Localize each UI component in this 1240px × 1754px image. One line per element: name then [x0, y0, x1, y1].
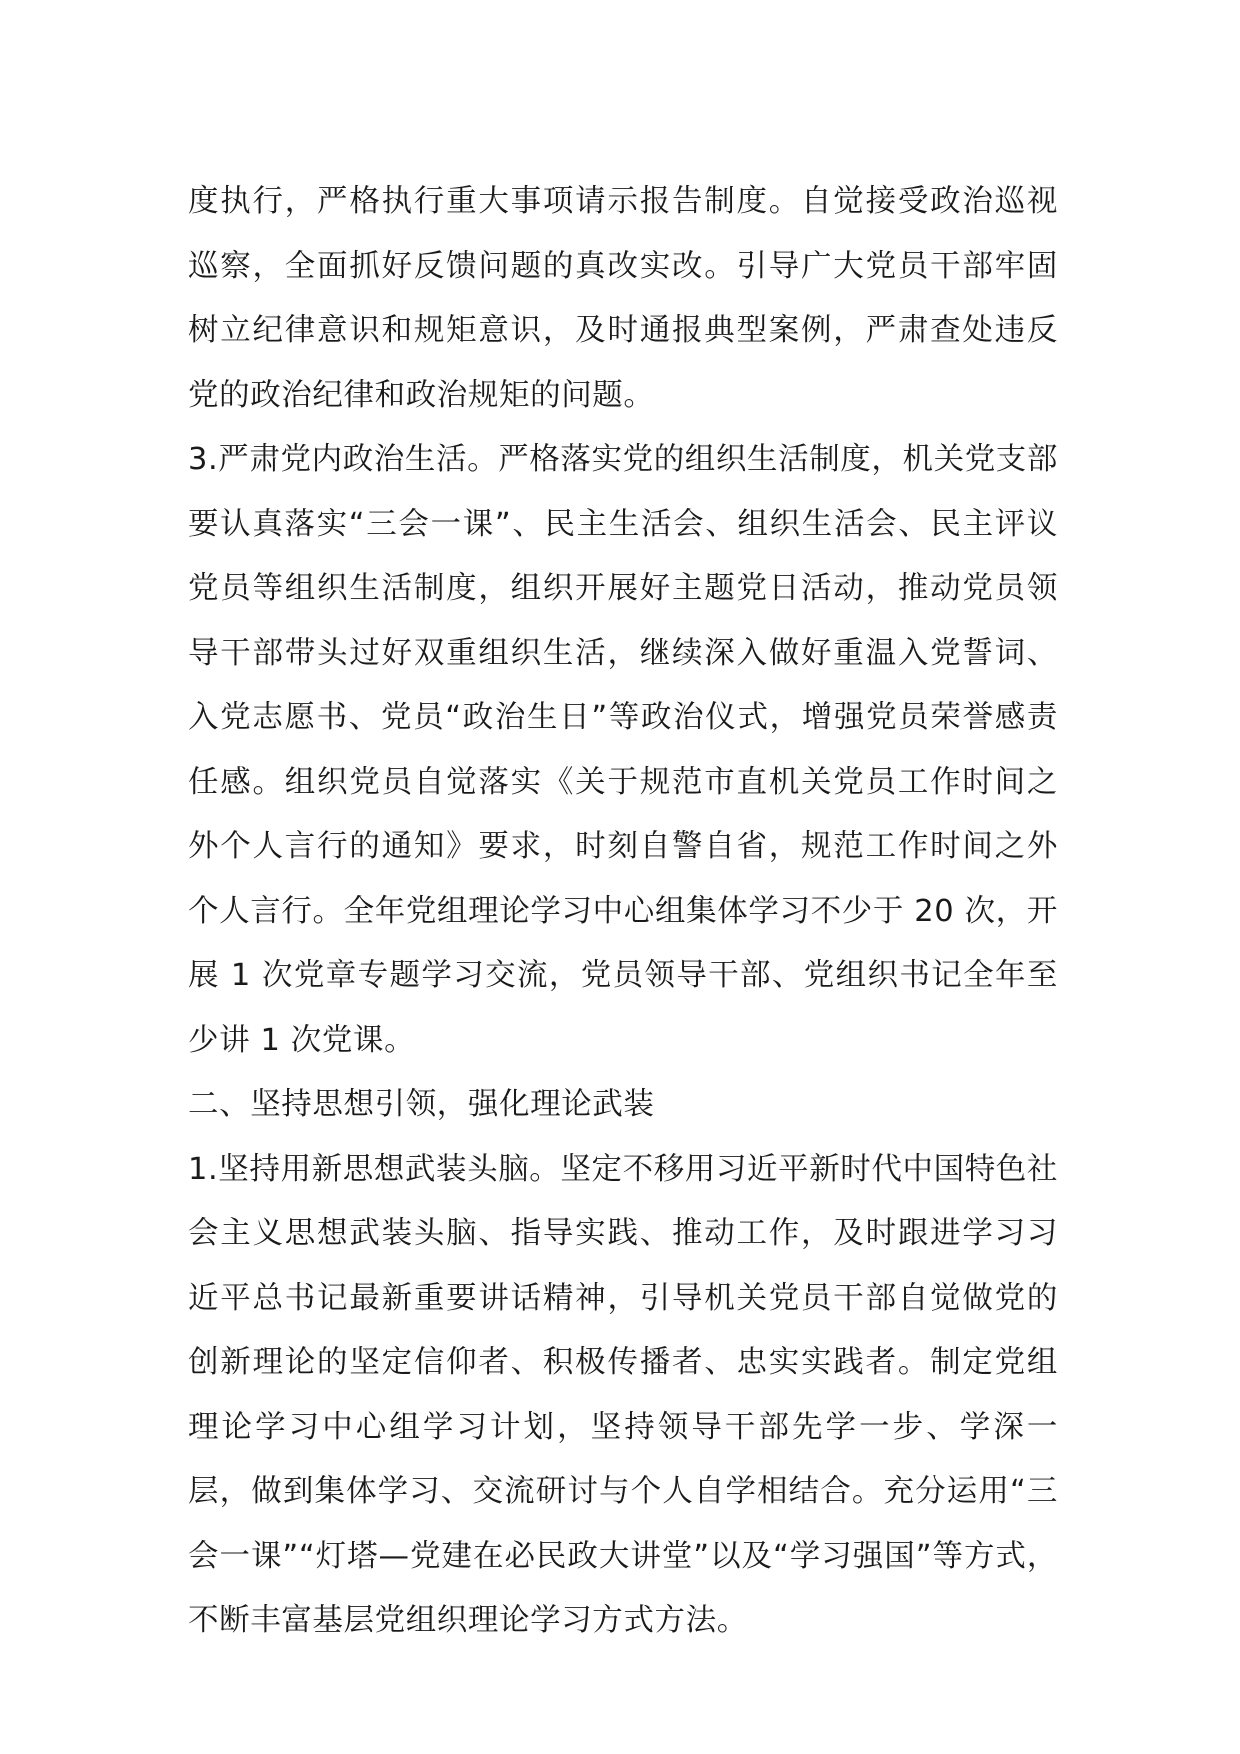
section-heading: 二、坚持思想引领，强化理论武装 [188, 1087, 655, 1122]
paragraph-discipline-continued: 度执行，严格执行重大事项请示报告制度。自觉接受政治巡视巡察，全面抓好反馈问题的真改实改。引导广大党员干部牢固树立纪律意识和规矩意识，及时通报典型案例，严肃查处违反党的政治纪律和政治规矩的问题。 [188, 184, 1058, 413]
document-body [188, 170, 1058, 1654]
paragraph-political-life: 3.严肃党内政治生活。严格落实党的组织生活制度，机关党支部要认真落实“三会一课”、民主生活会、组织生活会、民主评议党员等组织生活制度，组织开展好主题党日活动，推动党员领导干部带头过好双重组织生活，继续深入做好重温入党誓词、入党志愿书、党员“政治生日”等政治仪式，增强党员荣誉感责任感。组织党员自觉落实《关于规范市直机关党员工作时间之外个人言行的通知》要求，时刻自警自省，规范工作时间之外个人言行。全年党组理论学习中心组集体学习不少于 20 次，开展 1 次党章专题学习交流，党员领导干部、党组织书记全年至少讲 1 次党课。 [188, 442, 1058, 1058]
paragraph-theory-study: 1.坚持用新思想武装头脑。坚定不移用习近平新时代中国特色社会主义思想武装头脑、指导实践、推动工作，及时跟进学习习近平总书记最新重要讲话精神，引导机关党员干部自觉做党的创新理论的坚定信仰者、积极传播者、忠实实践者。制定党组理论学习中心组学习计划，坚持领导干部先学一步、学深一层，做到集体学习、交流研讨与个人自学相结合。充分运用“三会一课”“灯塔—党建在必民政大讲堂”以及“学习强国”等方式，不断丰富基层党组织理论学习方式方法。 [188, 1151, 1058, 1638]
